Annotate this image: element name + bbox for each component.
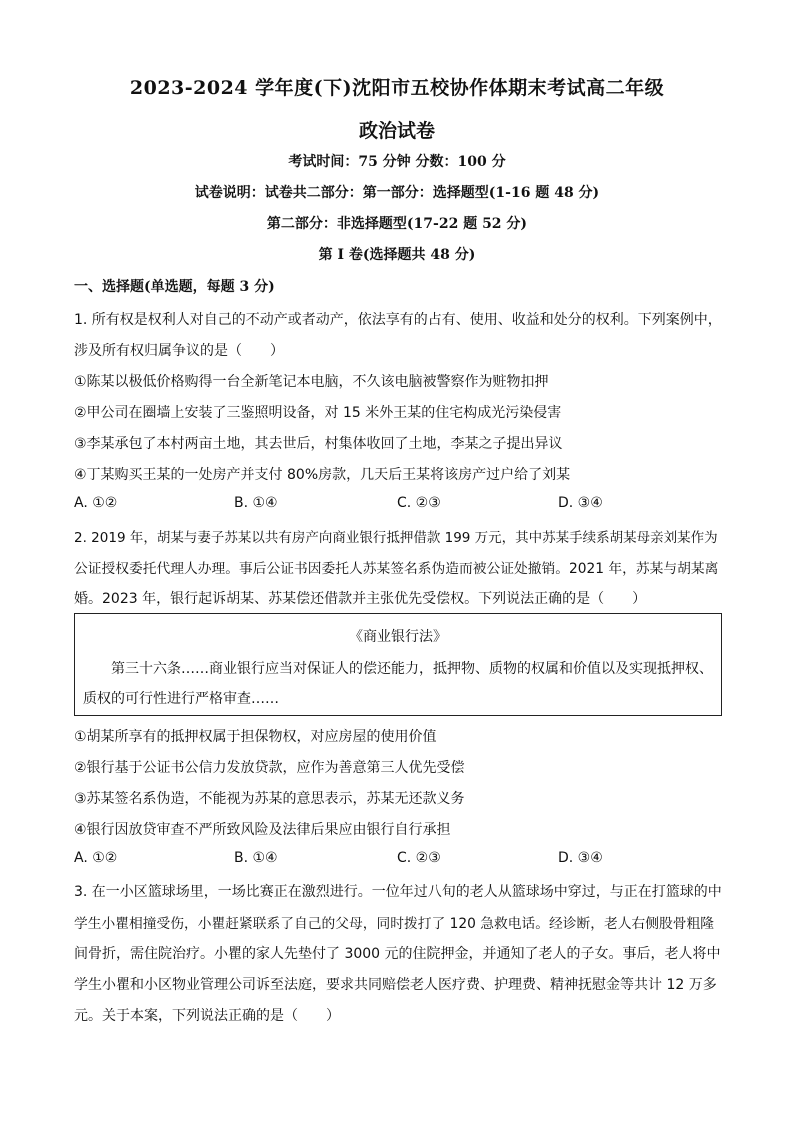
q2-option-b: B. ①④ (234, 850, 278, 866)
section-heading: 一、选择题(单选题，每题 3 分) (74, 279, 275, 295)
q2-item-3: ③苏某签名系伪造，不能视为苏某的意思表示，苏某无还款义务 (74, 791, 465, 807)
q3-stem-line1: 3. 在一小区篮球场里，一场比赛正在激烈进行。一位年过八旬的老人从篮球场中穿过，与正在打篮球的中 (74, 884, 722, 900)
q2-item-2: ②银行基于公证书公信力发放贷款，应作为善意第三人优先受偿 (74, 760, 465, 776)
law-excerpt-line1: 第三十六条……商业银行应当对保证人的偿还能力，抵押物、质物的权属和价值以及实现抵押权、 (83, 661, 713, 677)
q3-stem-line2: 学生小瞿相撞受伤，小瞿赶紧联系了自己的父母，同时拨打了 120 急救电话。经诊断，老人右侧股骨粗隆 (74, 916, 714, 932)
q1-stem-line1: 1. 所有权是权利人对自己的不动产或者动产，依法享有的占有、使用、收益和处分的权利。下列案例中， (74, 312, 722, 328)
q2-options (74, 850, 724, 870)
subject-title: 政治试卷 (358, 120, 435, 142)
q1-item-3: ③李某承包了本村两亩土地，其去世后，村集体收回了土地，李某之子提出异议 (74, 436, 563, 452)
q2-stem-line2: 公证授权委托代理人办理。事后公证书因委托人苏某签名系伪造而被公证处撤销。2021 年，苏某与胡某离 (74, 561, 719, 577)
q2-item-4: ④银行因放贷审查不严所致风险及法律后果应由银行自行承担 (74, 822, 451, 838)
q1-item-1: ①陈某以极低价格购得一台全新笔记本电脑，不久该电脑被警察作为赃物扣押 (74, 374, 549, 390)
q2-option-a: A. ①② (74, 850, 118, 866)
q3-stem-line4: 学生小瞿和小区物业管理公司诉至法庭，要求共同赔偿老人医疗费、护理费、精神抚慰金等共计 12 万多 (74, 977, 717, 993)
exam-title: 2023-2024 学年度(下)沈阳市五校协作体期末考试高二年级 (129, 77, 665, 99)
paper-description-2: 第二部分：非选择题型(17-22 题 52 分) (266, 216, 528, 232)
q1-options (74, 495, 724, 515)
q2-stem-line3: 婚。2023 年，银行起诉胡某、苏某偿还借款并主张优先受偿权。下列说法正确的是（ ） (74, 591, 647, 607)
law-excerpt-line2: 质权的可行性进行严格审查…… (83, 691, 279, 707)
q3-stem-line5: 元。关于本案，下列说法正确的是（ ） (74, 1008, 340, 1024)
q2-item-1: ①胡某所享有的抵押权属于担保物权，对应房屋的使用价值 (74, 729, 437, 745)
q1-option-b: B. ①④ (234, 495, 278, 511)
q3-stem-line3: 间骨折，需住院治疗。小瞿的家人先垫付了 3000 元的住院押金，并通知了老人的子女。事后，老人将中 (74, 946, 721, 962)
law-excerpt-title: 《商业银行法》 (349, 629, 447, 645)
volume-heading: 第 I 卷(选择题共 48 分) (318, 247, 476, 263)
law-excerpt-box (74, 613, 722, 716)
q1-option-a: A. ①② (74, 495, 118, 511)
q1-item-4: ④丁某购买王某的一处房产并支付 80%房款，几天后王某将该房产过户给了刘某 (74, 467, 571, 483)
q1-option-d: D. ③④ (558, 495, 603, 511)
q1-stem-line2: 涉及所有权归属争议的是（ ） (74, 343, 284, 359)
q2-option-d: D. ③④ (558, 850, 603, 866)
q2-stem-line1: 2. 2019 年，胡某与妻子苏某以共有房产向商业银行抵押借款 199 万元，其中苏某手续系胡某母亲刘某作为 (74, 530, 718, 546)
exam-info: 考试时间：75 分钟 分数：100 分 (288, 154, 506, 170)
q2-option-c: C. ②③ (397, 850, 441, 866)
q1-option-c: C. ②③ (397, 495, 441, 511)
q1-item-2: ②甲公司在圈墙上安装了三鉴照明设备，对 15 米外王某的住宅构成光污染侵害 (74, 405, 562, 421)
paper-description-1: 试卷说明：试卷共二部分：第一部分：选择题型(1-16 题 48 分) (194, 185, 600, 201)
